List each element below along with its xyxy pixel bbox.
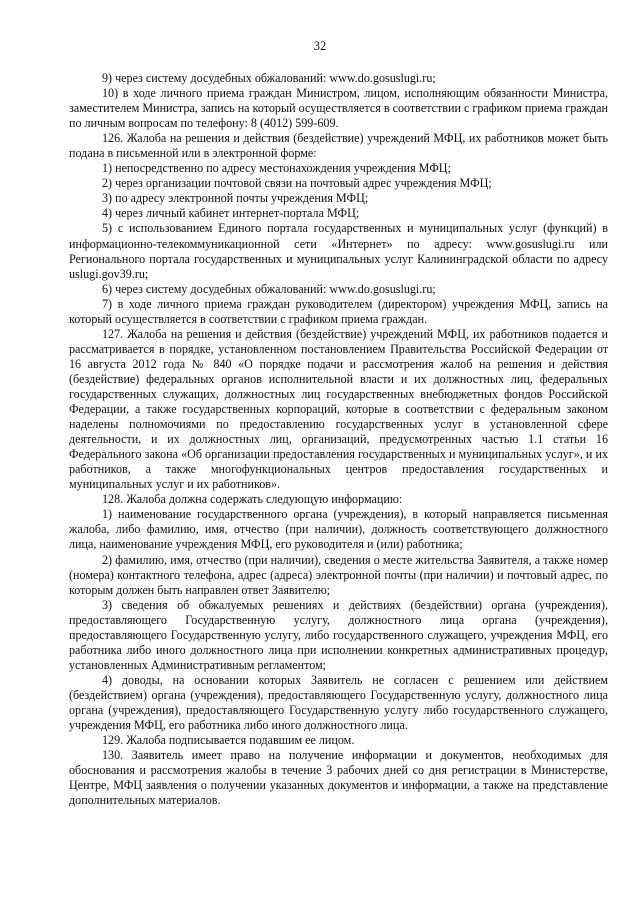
paragraph: 3) сведения об обжалуемых решениях и действиях (бездействии) органа (учреждения), предоставляющего Государственную услугу, должностного лица органа (учреждения), предоставляющего Государственную услугу, либо государственного служащего, учреждения МФЦ, его работника либо иного должностного лица при исполнении конкретных административных процедур, установленных Административным регламентом; [69,597,608,672]
paragraph: 128. Жалоба должна содержать следующую информацию: [102,492,403,507]
paragraph: 1) наименование государственного органа (учреждения), в который направляется письменная жалоба, либо фамилию, имя, отчество (при наличии), должность соответствующего должностного лица, наименование учреждения МФЦ, его руководителя и (или) работника; [69,507,608,552]
page-number: 32 [313,39,327,53]
paragraph: 129. Жалоба подписывается подавшим ее лицом. [102,733,355,748]
paragraph: 127. Жалоба на решения и действия (бездействие) учреждений МФЦ, их работников подается и рассматривается в порядке, установленном постановлением Правительства Российской Федерации от 16 августа 2012 года № 840 «О порядке подачи и рассмотрения жалоб на решения и действия (бездействие) федеральных органов исполнительной власти и их должностных лиц, федеральных государственных служащих, должностных лиц государственных внебюджетных фондов Российской Федерации, а также государственных корпораций, которые в соответствии с федеральным законом наделены полномочиями по предоставлению государственных услуг в установленной сфере деятельности, и их должностных лиц, организаций, предусмотренных частью 1.1 статьи 16 Федерального закона «Об организации предоставления государственных и муниципальных услуг», и их работников, а также многофункциональных центров предоставления государственных и муниципальных услуг и их работников». [69,326,608,492]
paragraph: 126. Жалоба на решения и действия (бездействие) учреждений МФЦ, их работников может быть подана в письменной или в электронной форме: [69,131,608,161]
paragraph: 10) в ходе личного приема граждан Министром, лицом, исполняющим обязанности Министра, заместителем Министра, запись на который осуществляется в соответствии с графиком приема граждан по личным вопросам по телефону: 8 (4012) 599-609. [69,86,608,131]
paragraph: 3) по адресу электронной почты учреждения МФЦ; [102,191,369,206]
paragraph: 130. Заявитель имеет право на получение информации и документов, необходимых для обоснования и рассмотрения жалобы в течение 3 рабочих дней со дня регистрации в Министерстве, Центре, МФЦ заявления о получении указанных документов и информации, а также на представление дополнительных материалов. [69,748,608,808]
paragraph: 4) через личный кабинет интернет-портала МФЦ; [102,206,360,221]
paragraph: 2) через организации почтовой связи на почтовый адрес учреждения МФЦ; [102,176,492,191]
document-body [69,71,608,808]
paragraph: 9) через систему досудебных обжалований: www.do.gosuslugi.ru; [102,71,436,85]
paragraph: 2) фамилию, имя, отчество (при наличии), сведения о месте жительства Заявителя, а также номер (номера) контактного телефона, адрес (адреса) электронной почты (при наличии) и почтовый адрес, по которым должен быть направлен ответ Заявителю; [69,552,608,597]
paragraph: 5) с использованием Единого портала государственных и муниципальных услуг (функций) в информационно-телекоммуникационной сети «Интернет» по адресу: www.gosuslugi.ru или Регионального портала государственных и муниципальных услуг Калининградской области по адресу uslugi.gov39.ru; [69,221,608,281]
paragraph: 1) непосредственно по адресу местонахождения учреждения МФЦ; [102,161,451,176]
paragraph: 4) доводы, на основании которых Заявитель не согласен с решением или действием (бездействием) органа (учреждения), предоставляющего Государственную услугу, должностного лица органа (учреждения), предоставляющего Государственную услугу либо государственного служащего, учреждения МФЦ, его работника либо иного должностного лица. [69,672,608,733]
paragraph: 7) в ходе личного приема граждан руководителем (директором) учреждения МФЦ, запись на который осуществляется в соответствии с графиком приема граждан. [69,296,608,326]
paragraph: 6) через систему досудебных обжалований: www.do.gosuslugi.ru; [102,281,436,296]
